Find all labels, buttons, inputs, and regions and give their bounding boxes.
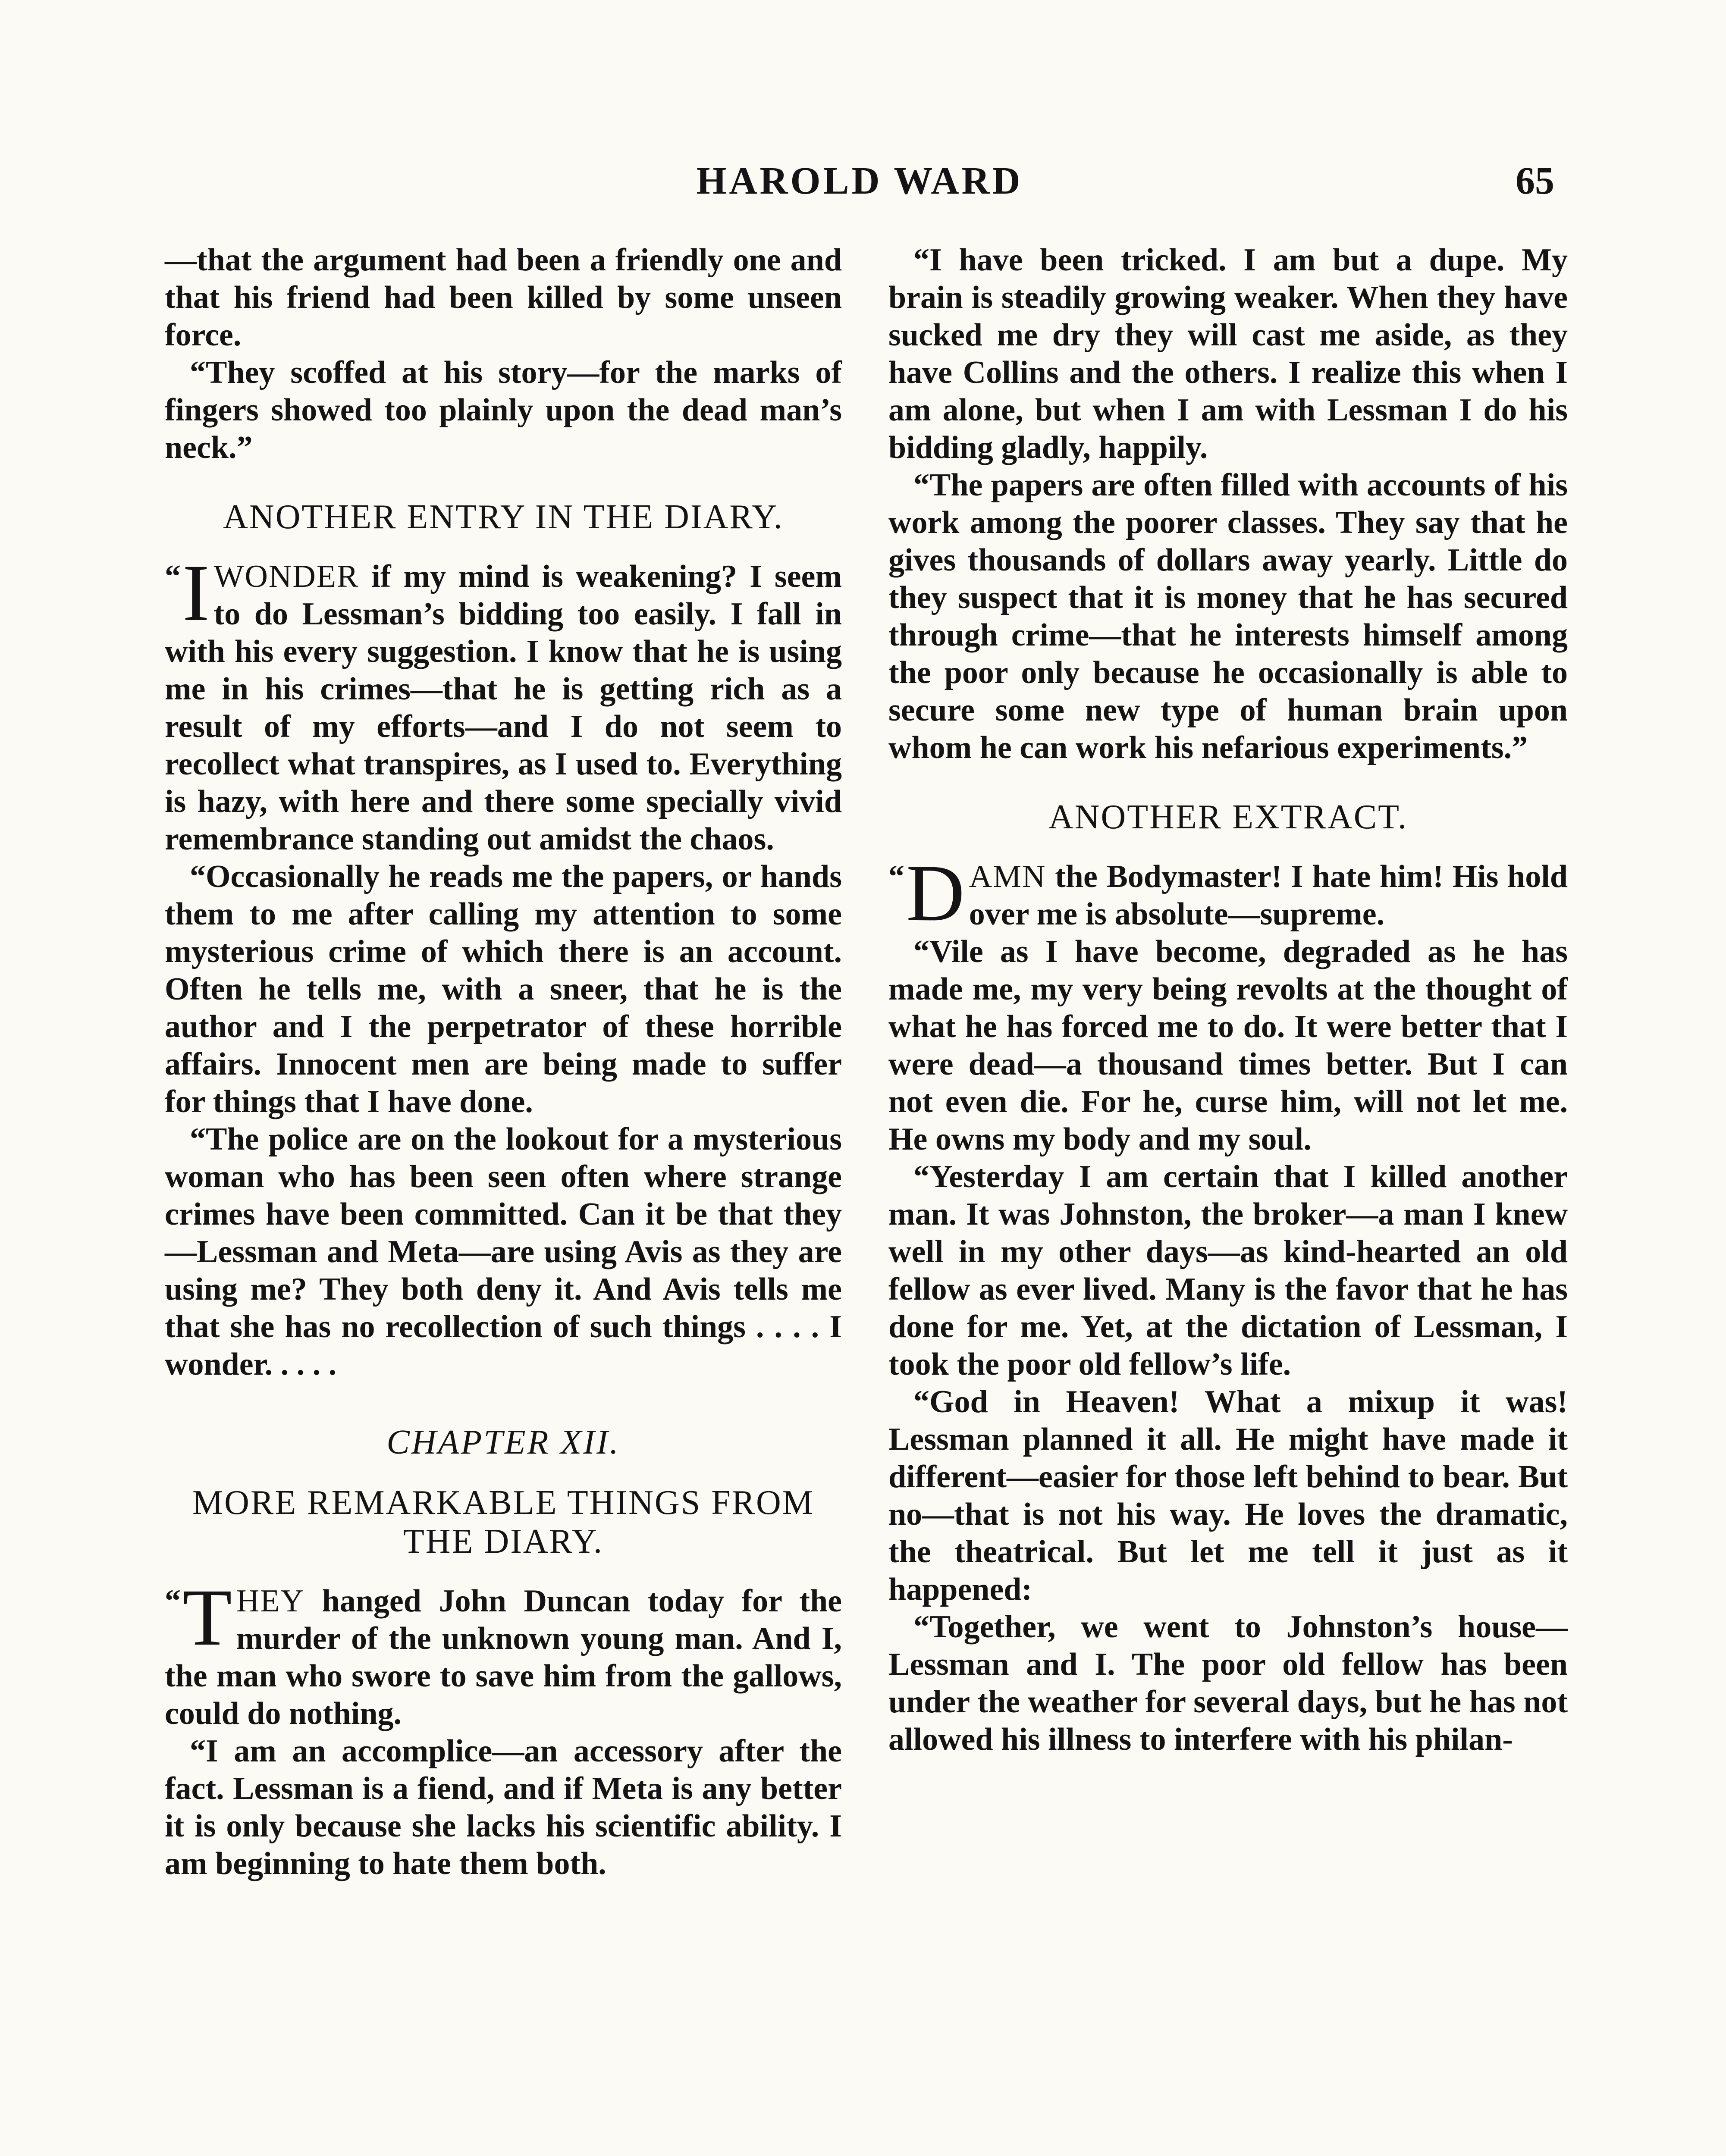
- paragraph-with-dropcap: [165, 548, 842, 858]
- paragraph: “They scoffed at his story—for the marks of fingers showed too plainly upon the dead man’s neck.”: [165, 355, 842, 465]
- opening-quote: “: [165, 559, 181, 594]
- chapter-title: MORE REMARKABLE THINGS FROM THE DIARY.: [192, 1484, 814, 1561]
- paragraph: —that the argument had been a friendly one and that his friend had been killed by some unseen force.: [165, 242, 842, 353]
- right-column: [888, 241, 1568, 1758]
- paragraph: “The papers are often filled with accounts of his work among the poorer classes. They say that he gives thousands of dollars away yearly. Little do they suspect that it is money that he has secured through crime—that he interests himself among the poor only because he occasionally is able to secure some new type of human brain upon whom he can work his nefarious experiments.”: [888, 467, 1568, 765]
- paragraph: “Together, we went to Johnston’s house—Lessman and I. The poor old fellow has been under the weather for several days, but he has not allowed his illness to interfere with his philan-: [888, 1609, 1568, 1757]
- paragraph: “I have been tricked. I am but a dupe. My brain is steadily growing weaker. When they have sucked me dry they will cast me aside, as they have Collins and the others. I realize this when I am alone, but when I am with Lessman I do his bidding gladly, happily.: [888, 242, 1568, 465]
- page-header: [165, 155, 1554, 207]
- paragraph-with-dropcap: [888, 848, 1568, 938]
- first-word: HEY: [236, 1583, 304, 1619]
- section-heading: ANOTHER ENTRY IN THE DIARY.: [223, 498, 784, 536]
- drop-cap: T: [182, 1572, 232, 1662]
- paragraph: “The police are on the lookout for a mysterious woman who has been seen often where strange crimes have been committed. Can it be that they—Lessman and Meta—are using Avis as they are using me? They both deny it. And Avis tells me that she has no recollection of such things . . . . I wonder. . . . .: [165, 1122, 842, 1382]
- paragraph-with-dropcap: [165, 1572, 842, 1733]
- left-column: [165, 241, 842, 1883]
- paragraph-text: hanged John Duncan today for the murder of the unknown young man. And I, the man who swore to save him from the gallows, could do nothing.: [165, 1583, 842, 1731]
- first-word: WONDER: [213, 559, 359, 594]
- page-number: 65: [1516, 160, 1554, 202]
- chapter-number: CHAPTER XII.: [386, 1423, 620, 1461]
- paragraph: “Vile as I have become, degraded as he has made me, my very being revolts at the thought of what he has forced me to do. It were better that I were dead—a thousand times better. But I can not even die. For he, curse him, will not let me. He owns my body and my soul.: [888, 934, 1568, 1157]
- opening-quote: “: [888, 859, 904, 894]
- paragraph: “Yesterday I am certain that I killed another man. It was Johnston, the broker—a man I knew well in my other days—as kind-hearted an old fellow as ever lived. Many is the favor that he has done for me. Yet, at the dictation of Lessman, I took the poor old fellow’s life.: [888, 1159, 1568, 1382]
- paragraph: “I am an accomplice—an accessory after the fact. Lessman is a fiend, and if Meta is any better it is only because she lacks his scientific ability. I am beginning to hate them both.: [165, 1733, 842, 1881]
- drop-cap: I: [182, 548, 210, 638]
- paragraph: “God in Heaven! What a mixup it was! Lessman planned it all. He might have made it different—easier for those left behind to bear. But no—that is not his way. He loves the dramatic, the theatrical. But let me tell it just as it happened:: [888, 1384, 1568, 1607]
- opening-quote: “: [165, 1583, 181, 1619]
- running-title: HAROLD WARD: [696, 160, 1023, 202]
- paragraph-text: the Bodymaster! I hate him! His hold over me is absolute—supreme.: [969, 859, 1568, 932]
- paragraph: “Occasionally he reads me the papers, or hands them to me after calling my attention to some mysterious crime of which there is an account. Often he tells me, with a sneer, that he is the author and I the perpetrator of these horrible affairs. Innocent men are being made to suffer for things that I have done.: [165, 859, 842, 1119]
- drop-cap: D: [906, 848, 965, 938]
- first-word: AMN: [969, 859, 1046, 894]
- paragraph-text: if my mind is weakening? I seem to do Lessman’s bidding too easily. I fall in with his every suggestion. I know that he is using me in his crimes—that he is getting rich as a result of my efforts—and I do not seem to recollect what transpires, as I used to. Everything is hazy, with here and there some specially vivid remembrance standing out amidst the chaos.: [165, 559, 842, 857]
- section-heading: ANOTHER EXTRACT.: [1048, 798, 1408, 836]
